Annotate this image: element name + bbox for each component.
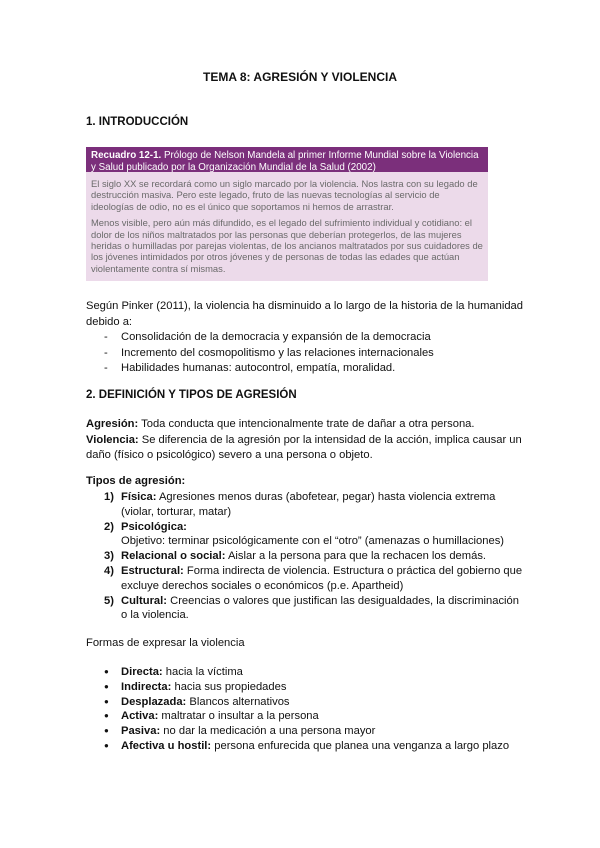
tipos-list <box>104 490 524 623</box>
item-extra: Objetivo: terminar psicológicamente con el “otro” (amenazas o humillaciones) <box>121 535 505 548</box>
item-number: 3) <box>104 550 114 563</box>
term: Psicológica: <box>121 520 187 533</box>
term: Afectiva u hostil: <box>121 739 212 752</box>
definition-text: Toda conducta que intencionalmente trate de dañar a otra persona. <box>138 418 475 430</box>
item-text: hacia la víctima <box>162 666 243 678</box>
definition-violencia <box>86 433 526 464</box>
item-text: hacia sus propiedades <box>171 680 287 693</box>
item-text: Creencias o valores que justifican las desigualdades, la discriminación o la violencia. <box>121 594 519 622</box>
item-text: persona enfurecida que planea una venganza a largo plazo <box>211 739 510 752</box>
list-item <box>104 490 524 520</box>
list-item <box>104 549 524 564</box>
item-text: maltratar o insultar a la persona <box>158 710 319 723</box>
pinker-list <box>104 330 434 377</box>
item-text: Aislar a la persona para que la rechacen los demás. <box>225 550 487 563</box>
term: Directa: <box>121 666 163 678</box>
term: Desplazada: <box>121 695 187 708</box>
term: Estructural: <box>121 564 184 577</box>
quote-box-header <box>86 147 488 172</box>
page-title: TEMA 8: AGRESIÓN Y VIOLENCIA <box>202 70 398 84</box>
list-item <box>104 680 509 695</box>
definition-agresion <box>86 417 526 433</box>
term: Indirecta: <box>121 680 172 693</box>
list-item <box>104 739 509 754</box>
list-item <box>104 520 524 550</box>
formas-list <box>104 665 509 754</box>
definitions <box>86 417 526 464</box>
tipos-heading <box>86 474 526 490</box>
term: Cultural: <box>121 594 167 607</box>
item-text: Blancos alternativos <box>186 695 290 708</box>
term: Relacional o social: <box>121 550 226 563</box>
list-item <box>104 594 524 624</box>
formas-heading: Formas de expresar la violencia <box>86 637 245 649</box>
quote-box <box>86 147 488 281</box>
item-number: 4) <box>104 564 114 577</box>
list-item <box>104 564 524 594</box>
item-text: Agresiones menos duras (abofetear, pegar) hasta violencia extrema (violar, torturar, matar) <box>121 491 496 518</box>
tipos-heading-text: Tipos de agresión: <box>86 475 186 487</box>
term: Física: <box>121 491 157 503</box>
item-number: 2) <box>104 520 114 533</box>
quote-box-body <box>86 172 488 274</box>
list-item <box>104 709 509 724</box>
item-number: 5) <box>104 594 114 607</box>
section-heading-definicion: 2. DEFINICIÓN Y TIPOS DE AGRESIÓN <box>86 389 297 401</box>
quote-box-heading: Prólogo de Nelson Mandela al primer Informe Mundial sobre la Violencia y Salud publicado por la Organización Mundial de la Salud (2002) <box>91 150 479 173</box>
term: Pasiva: <box>121 725 161 738</box>
list-item <box>104 724 509 739</box>
term: Agresión: <box>86 418 139 430</box>
section-heading-introduccion: 1. INTRODUCCIÓN <box>86 116 189 128</box>
term: Activa: <box>121 710 159 723</box>
quote-box-label: Recuadro 12-1. <box>91 150 162 161</box>
quote-paragraph: El siglo XX se recordará como un siglo marcado por la violencia. Nos lastra con su legado de destrucción masiva. Pero este legado, fruto de las nuevas tecnologías al servicio de ideologías de odio, no es el único que soportamos ni hemos de arrastrar. <box>91 178 478 212</box>
list-item: - Habilidades humanas: autocontrol, empatía, moralidad. <box>104 361 434 377</box>
definition-text: Se diferencia de la agresión por la intensidad de la acción, implica causar un daño (físico o psicológico) severo a una persona o objeto. <box>86 433 522 461</box>
quote-paragraph: Menos visible, pero aún más difundido, es el legado del sufrimiento individual y cotidiano: el dolor de los niños maltratados por las personas que deberían protegerlos, de las mujeres heridas o humilladas por parejas violentas, de los ancianos maltratados por sus cuidadores de los jóvenes intimidados por otros jóvenes y de personas de todas las edades que actúan violentamente contra sí mismas. <box>91 217 483 274</box>
list-item <box>104 665 509 680</box>
list-item: - Consolidación de la democracia y expansión de la democracia <box>104 330 434 346</box>
item-text: no dar la medicación a una persona mayor <box>160 725 376 738</box>
item-number: 1) <box>104 491 114 503</box>
item-text: Forma indirecta de violencia. Estructura o práctica del gobierno que excluye derechos sociales o económicos (p.e. Apartheid) <box>121 564 523 592</box>
pinker-intro: Según Pinker (2011), la violencia ha disminuido a lo largo de la historia de la humanidad debido a: <box>86 300 523 328</box>
list-item: - Incremento del cosmopolitismo y las relaciones internacionales <box>104 346 434 362</box>
term: Violencia: <box>86 433 139 446</box>
list-item <box>104 695 509 710</box>
